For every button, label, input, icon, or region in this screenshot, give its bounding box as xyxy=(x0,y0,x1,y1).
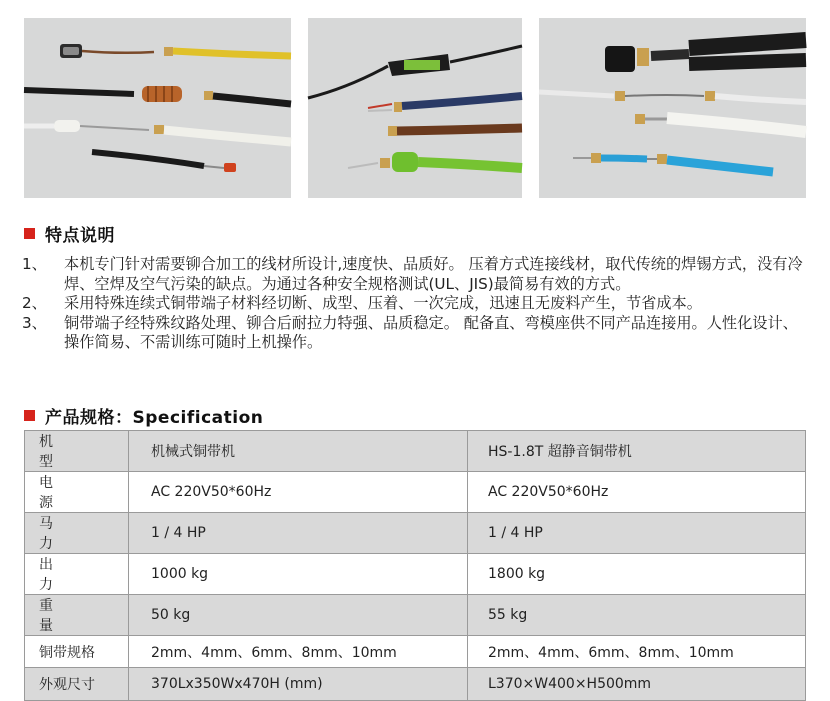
feature-text: 本机专门针对需要铆合加工的线材所设计,速度快、品质好。 压着方式连接线材，取代传统的焊锡方式，没有冷焊、空焊及空气污染的缺点。为通过各种安全规格测试(UL、JIS)最简易有效的方式。 xyxy=(64,255,803,293)
features-list xyxy=(22,255,812,353)
spec-table xyxy=(24,430,806,701)
feature-number: 2、 xyxy=(22,294,47,312)
feature-item xyxy=(22,255,812,294)
row-label: 外观尺寸 xyxy=(25,668,129,700)
model-2-value: HS-1.8T 超静音铜带机 xyxy=(468,431,806,472)
model-2-value: 1800 kg xyxy=(468,554,806,595)
row-label: 马 力 xyxy=(25,513,129,554)
feature-item xyxy=(22,294,812,314)
table-row xyxy=(25,668,806,700)
model-2-value: 1 / 4 HP xyxy=(468,513,806,554)
table-row xyxy=(25,636,806,668)
features-title: 特点说明 xyxy=(45,226,115,246)
row-label: 铜带规格 xyxy=(25,636,129,668)
feature-item xyxy=(22,314,812,353)
feature-number: 1、 xyxy=(22,255,47,273)
red-square-icon xyxy=(24,410,35,421)
row-label: 电 源 xyxy=(25,472,129,513)
feature-number: 3、 xyxy=(22,313,47,332)
model-1-value: 50 kg xyxy=(129,595,468,636)
model-1-value: AC 220V50*60Hz xyxy=(129,472,468,513)
table-row xyxy=(25,431,806,472)
product-photos xyxy=(24,18,806,198)
red-square-icon xyxy=(24,228,35,239)
model-2-value: 2mm、4mm、6mm、8mm、10mm xyxy=(468,636,806,668)
row-label: 重 量 xyxy=(25,595,129,636)
model-2-value: 55 kg xyxy=(468,595,806,636)
spec-title: 产品规格：Specification xyxy=(45,408,264,428)
model-2-value: AC 220V50*60Hz xyxy=(468,472,806,513)
model-1-value: 370Lx350Wx470H (mm) xyxy=(129,668,468,700)
row-label: 出 力 xyxy=(25,554,129,595)
photo-wire-samples-3 xyxy=(539,18,806,198)
model-1-value: 机械式铜带机 xyxy=(129,431,468,472)
table-row xyxy=(25,472,806,513)
model-1-value: 2mm、4mm、6mm、8mm、10mm xyxy=(129,636,468,668)
model-1-value: 1 / 4 HP xyxy=(129,513,468,554)
features-heading xyxy=(24,221,115,246)
feature-text: 铜带端子经特殊纹路处理、铆合后耐拉力特强、品质稳定。 配备直、弯模座供不同产品连接用。人性化设计、操作简易、不需训练可随时上机操作。 xyxy=(64,313,798,351)
model-2-value: L370×W400×H500mm xyxy=(468,668,806,700)
photo-wire-samples-1 xyxy=(24,18,291,198)
row-label: 机 型 xyxy=(25,431,129,472)
model-1-value: 1000 kg xyxy=(129,554,468,595)
photo-wire-samples-2 xyxy=(308,18,522,198)
feature-text: 采用特殊连续式铜带端子材料经切断、成型、压着、一次完成，迅速且无废料产生，节省成本。 xyxy=(64,294,702,312)
table-row xyxy=(25,513,806,554)
table-row xyxy=(25,595,806,636)
spec-heading xyxy=(24,403,263,428)
table-row xyxy=(25,554,806,595)
